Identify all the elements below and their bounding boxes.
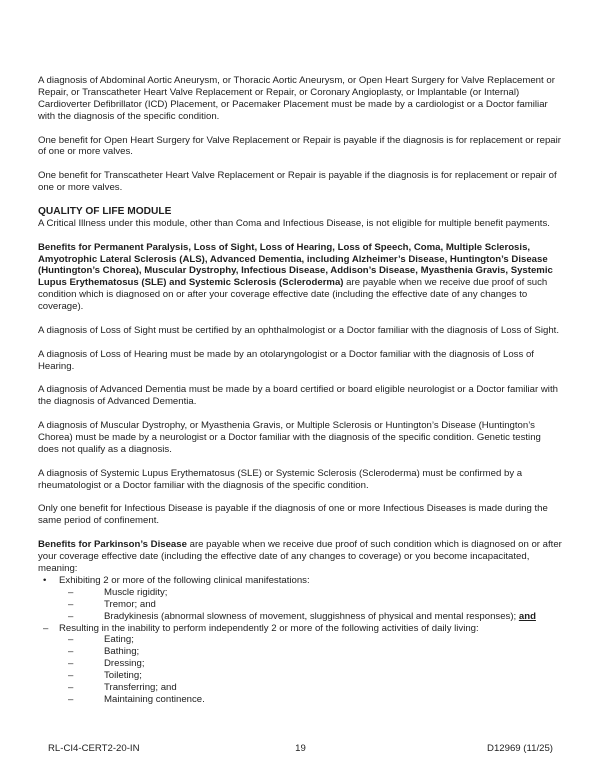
paragraph (38, 503, 562, 527)
text-run: Bradykinesis (abnormal slowness of movement, sluggishness of physical and mental responses); (104, 610, 519, 622)
dash-marker: – (68, 586, 74, 598)
list-item (38, 694, 562, 706)
bullet-marker: • (43, 574, 47, 586)
text-run: are payable when we receive due proof of such condition which is diagnosed on or after your coverage effective date (including the effective date of any changes to coverage). (38, 277, 548, 313)
list-item (38, 634, 562, 646)
text-run: Maintaining continence. (104, 693, 205, 705)
text-run: Benefits for Permanent Paralysis, Loss of Sight, Loss of Hearing, Loss of Speech, Coma, Multiple Sclerosis, Amyotrophic Lateral Sclerosis (ALS), Advanced Dementia, including Alzheimer’s Disease, Huntington’s Disease (Huntington’s Chorea), Muscular Dystrophy, Infectious Disease, Addison’s Disease, Myasthenia Gravis, Systemic Lupus Erythematosus (SLE) and Systemic Sclerosis (Scleroderma) (38, 241, 553, 289)
text-run: Dressing; (104, 658, 145, 670)
dash-marker: – (68, 670, 74, 682)
text-run: A Critical Illness under this module, other than Coma and Infectious Disease, is not eligible for multiple benefit payments. (38, 217, 550, 229)
paragraph (38, 170, 562, 194)
page-footer (48, 743, 553, 756)
footer-doc-code: D12969 (11/25) (487, 743, 553, 754)
section-heading: QUALITY OF LIFE MODULE (38, 205, 172, 217)
list-item (38, 670, 562, 682)
dash-marker: – (68, 658, 74, 670)
text-run: A diagnosis of Advanced Dementia must be made by a board certified or board eligible neurologist or a Doctor familiar with the diagnosis of Advanced Dementia. (38, 384, 558, 408)
paragraph (38, 242, 562, 313)
list-item (38, 587, 562, 599)
footer-page-number: 19 (295, 743, 306, 754)
text-run: One benefit for Transcatheter Heart Valve Replacement or Repair is payable if the diagnosis is for replacement or repair of one or more valves. (38, 170, 557, 194)
text-run: Only one benefit for Infectious Disease is payable if the diagnosis of one or more Infectious Diseases is made during the same period of confinement. (38, 503, 548, 527)
text-run: Transferring; and (104, 682, 177, 694)
text-run: Resulting in the inability to perform independently 2 or more of the following activities of daily living: (59, 622, 479, 634)
text-run: Exhibiting 2 or more of the following clinical manifestations: (59, 574, 310, 586)
dash-marker: – (68, 646, 74, 658)
document-body (38, 75, 562, 706)
paragraph (38, 349, 562, 373)
list-item (38, 623, 562, 635)
paragraph (38, 135, 562, 159)
text-run: One benefit for Open Heart Surgery for Valve Replacement or Repair is payable if the diagnosis is for replacement or repair of one or more valves. (38, 134, 561, 158)
text-run: Eating; (104, 634, 134, 646)
text-run: A diagnosis of Loss of Hearing must be made by an otolaryngologist or a Doctor familiar with the diagnosis of Loss of Hearing. (38, 348, 534, 372)
paragraph (38, 325, 562, 337)
text-run: are payable when we receive due proof of such condition which is diagnosed on or after your coverage effective date (including the effective date of any changes to coverage) or you become incapacitated, meaning: (38, 539, 562, 574)
text-run: and (518, 610, 536, 622)
paragraph (38, 384, 562, 408)
paragraph (38, 539, 562, 575)
text-run: A diagnosis of Loss of Sight must be certified by an ophthalmologist or a Doctor familiar with the diagnosis of Loss of Sight. (38, 324, 560, 336)
list-item (38, 575, 562, 587)
list-item (38, 658, 562, 670)
text-run: Bathing; (104, 646, 140, 658)
dash-marker: – (68, 693, 74, 705)
list-item (38, 599, 562, 611)
paragraph (38, 75, 562, 123)
text-run: A diagnosis of Abdominal Aortic Aneurysm, or Thoracic Aortic Aneurysm, or Open Heart Surgery for Valve Replacement or Repair, or Transcatheter Heart Valve Replacement or Repair, or Coronary Angioplasty, or Implantable (or Internal) Cardioverter Defibrillator (ICD) Placement, or Pacemaker Placement must be made by a cardiologist or a Doctor familiar with the diagnosis of the specific condition. (38, 75, 555, 122)
dash-marker: – (43, 622, 49, 634)
text-run: Toileting; (104, 670, 142, 682)
dash-marker: – (68, 634, 74, 646)
list-item (38, 611, 562, 623)
list-item (38, 682, 562, 694)
dash-marker: – (68, 598, 74, 610)
text-run: Tremor; and (104, 598, 156, 610)
paragraph (38, 468, 562, 492)
text-run: Muscle rigidity; (104, 586, 168, 598)
footer-form-number: RL-CI4-CERT2-20-IN (48, 743, 140, 754)
paragraph (38, 218, 562, 230)
paragraph (38, 420, 562, 456)
text-run: Benefits for Parkinson’s Disease (38, 539, 187, 551)
text-run: A diagnosis of Systemic Lupus Erythematosus (SLE) or Systemic Sclerosis (Scleroderma) must be confirmed by a rheumatologist or a Doctor familiar with the diagnosis of the specific condition. (38, 467, 523, 491)
list-item (38, 646, 562, 658)
dash-marker: – (68, 682, 74, 694)
text-run: A diagnosis of Muscular Dystrophy, or Myasthenia Gravis, or Multiple Sclerosis or Huntington’s Disease (Huntington’s Chorea) must be made by a neurologist or a Doctor familiar with the diagnosis of the specific condition. Genetic testing does not qualify as a diagnosis. (38, 420, 541, 455)
dash-marker: – (68, 610, 74, 622)
